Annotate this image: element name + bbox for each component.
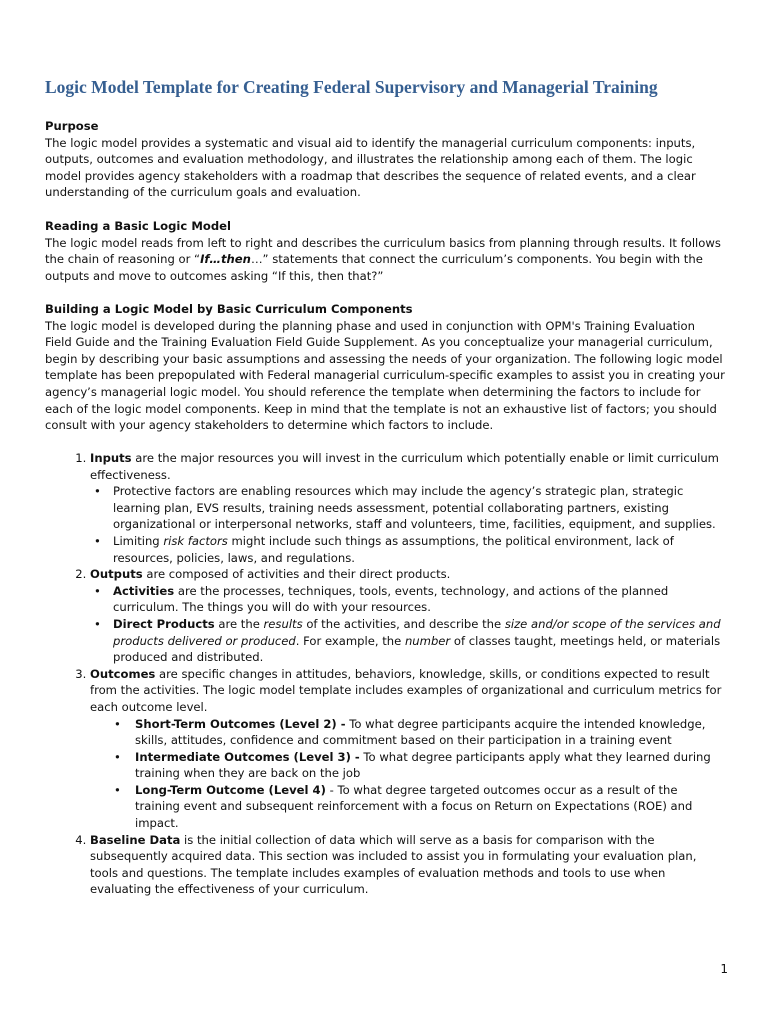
reading-text bbox=[45, 235, 725, 285]
direct-post: of classes taught, meetings held, or materials produced and distributed. bbox=[113, 633, 721, 665]
purpose-section bbox=[45, 118, 725, 201]
long-term-term: Long-Term Outcome (Level 4) bbox=[135, 782, 326, 797]
reading-heading: Reading a Basic Logic Model bbox=[45, 219, 231, 233]
short-term-term: Short-Term Outcomes (Level 2) - bbox=[135, 716, 346, 731]
long-term-text: - To what degree targeted outcomes occur as a result of the training event and subsequent reinforcement with a focus on Return on Expectations (ROE) and impact. bbox=[135, 782, 693, 831]
limiting-pre: Limiting bbox=[113, 533, 164, 548]
list-item-outputs bbox=[90, 566, 725, 666]
outcomes-bullet-intermediate bbox=[135, 749, 725, 782]
direct-pre: are the bbox=[214, 616, 264, 631]
reading-emphasis: If…then bbox=[200, 252, 251, 267]
reading-text-part2: …” statements that connect the curriculum’s components. You begin with the outputs and move to outcomes asking “If this, then that?” bbox=[45, 252, 703, 283]
outputs-term: Outputs bbox=[90, 567, 143, 582]
outputs-bullet-activities bbox=[113, 583, 725, 616]
direct-mid: of the activities, and describe the bbox=[302, 616, 505, 631]
purpose-heading: Purpose bbox=[45, 119, 99, 133]
limiting-emphasis: risk factors bbox=[163, 533, 228, 548]
activities-text: are the processes, techniques, tools, events, technology, and actions of the planned curriculum. The things you will do with your resources. bbox=[113, 583, 669, 615]
building-text: The logic model is developed during the planning phase and used in conjunction with OPM's Training Evaluation Field Guide and the Training Evaluation Field Guide Supplement. As you conceptualize your managerial curriculum, begin by describing your basic assumptions and assessing the needs of your organization. The following logic model template has been prepopulated with Federal managerial curriculum-specific examples to assist you in creating your agency’s managerial logic model. You should reference the template when determining the factors to include for each of the logic model components. Keep in mind that the template is not an exhaustive list of factors; you should consult with your agency stakeholders to determine which factors to include. bbox=[45, 318, 725, 433]
reading-text-part1: The logic model reads from left to right and describes the curriculum basics from planning through results. It follows the chain of reasoning or “ bbox=[45, 235, 721, 267]
outcomes-term: Outcomes bbox=[90, 666, 156, 681]
baseline-text: is the initial collection of data which will serve as a basis for comparison with the subsequently acquired data. This section was included to assist you in formulating your evaluation plan, tools and questions. The template includes examples of evaluation methods and tools to use when evaluating the effectiveness of your curriculum. bbox=[90, 832, 697, 897]
page-number: 1 bbox=[720, 962, 728, 976]
inputs-bullet-protective: • Protective factors are enabling resources which may include the agency’s strategic plan, strategic learning plan, EVS results, training needs assessment, potential collaborating partners, existing organizational or interpersonal networks, staff and volunteers, time, facilities, equipment, and supplies. bbox=[113, 483, 725, 533]
inputs-term: Inputs bbox=[90, 451, 132, 465]
outputs-text: are composed of activities and their direct products. bbox=[142, 567, 451, 582]
building-heading: Building a Logic Model by Basic Curriculum Components bbox=[45, 302, 413, 316]
purpose-text: The logic model provides a systematic and visual aid to identify the managerial curriculum components: inputs, outputs, outcomes and evaluation methodology, and illustrates the relationship among each of them. The logic model provides agency stakeholders with a roadmap that describes the sequence of related events, and a clear understanding of the curriculum goals and evaluation. bbox=[45, 135, 696, 200]
outputs-bullet-direct-products bbox=[113, 616, 725, 666]
intermediate-term: Intermediate Outcomes (Level 3) - bbox=[135, 749, 360, 764]
direct-products-term: Direct Products bbox=[113, 616, 215, 631]
document-title: Logic Model Template for Creating Federal Supervisory and Managerial Training bbox=[45, 77, 658, 97]
direct-emphasis-number: number bbox=[404, 633, 451, 648]
components-list bbox=[45, 450, 725, 898]
list-item-baseline bbox=[90, 832, 725, 898]
outcomes-text: are specific changes in attitudes, behaviors, knowledge, skills, or conditions expected to result from the activities. The logic model template includes examples of organizational and curriculum metrics for each outcome level. bbox=[90, 666, 722, 714]
limiting-post: might include such things as assumptions, the political environment, lack of resources, policies, laws, and regulations. bbox=[113, 533, 674, 565]
intermediate-text: To what degree participants apply what they learned during training when they are back on the job bbox=[135, 749, 711, 781]
outcomes-bullet-long-term bbox=[135, 782, 725, 832]
list-item-inputs bbox=[90, 450, 725, 566]
inputs-bullet-limiting bbox=[113, 533, 725, 566]
building-section bbox=[45, 301, 725, 434]
direct-mid2: . For example, the bbox=[295, 633, 405, 648]
reading-section bbox=[45, 218, 725, 284]
activities-term: Activities bbox=[113, 583, 175, 598]
direct-emphasis-scope: size and/or scope of the services and products delivered or produced bbox=[113, 616, 721, 648]
outcomes-bullet-short-term bbox=[135, 716, 725, 749]
inputs-text: are the major resources you will invest in the curriculum which potentially enable or limit curriculum effectiveness. bbox=[90, 451, 719, 482]
short-term-text: To what degree participants acquire the intended knowledge, skills, attitudes, confidence and commitment based on their participation in a training event bbox=[135, 716, 706, 748]
baseline-term: Baseline Data bbox=[90, 832, 181, 847]
direct-emphasis-results: results bbox=[263, 616, 303, 631]
list-item-outcomes bbox=[90, 666, 725, 832]
